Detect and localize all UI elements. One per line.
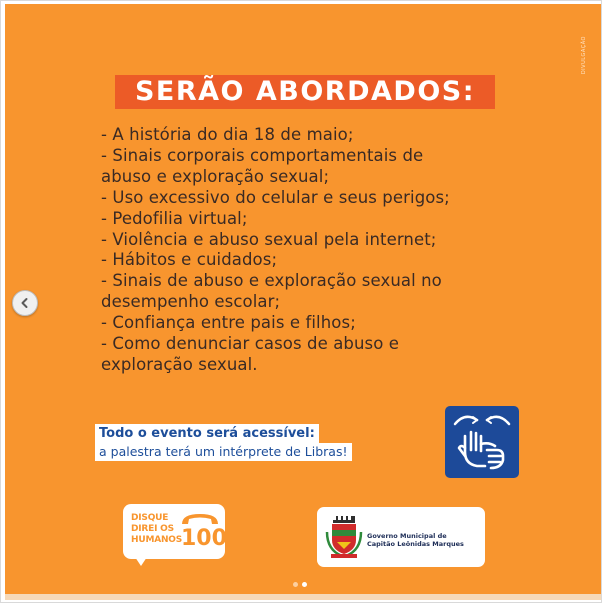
topic-line: - A história do dia 18 de maio; bbox=[101, 125, 354, 144]
logo-bubble-tail bbox=[133, 554, 149, 566]
heading-banner bbox=[115, 75, 495, 109]
topic-line: - Violência e abuso sexual pela internet; bbox=[101, 229, 437, 249]
topic-line: - Hábitos e cuidados; bbox=[101, 250, 278, 270]
topic-line: - Confiança entre pais e filhos; bbox=[101, 313, 356, 333]
disque-line-2: DIREI OS bbox=[131, 524, 174, 534]
accessibility-title: Todo o evento será acessível: bbox=[95, 424, 319, 443]
government-logo-card bbox=[317, 507, 485, 567]
topic-line: - Sinais de abuso e exploração sexual no bbox=[101, 271, 442, 291]
topic-line: - Sinais corporais comportamentais de bbox=[101, 145, 424, 165]
carousel-dot-1[interactable] bbox=[293, 582, 298, 587]
carousel-dot-2-active[interactable] bbox=[302, 582, 307, 587]
government-line-2: Capitão Leônidas Marques bbox=[367, 540, 464, 548]
disque-number: 100 bbox=[181, 526, 227, 551]
disque-logo-text bbox=[131, 513, 181, 546]
topic-line: abuso e exploração sexual; bbox=[101, 166, 330, 186]
heading-text: SERÃO ABORDADOS: bbox=[134, 76, 476, 107]
accessibility-subtitle: a palestra terá um intérprete de Libras! bbox=[95, 443, 352, 461]
topic-line: - Pedofilia virtual; bbox=[101, 208, 248, 228]
chevron-left-icon bbox=[19, 297, 31, 309]
sign-language-icon bbox=[445, 406, 519, 478]
bottom-stripe bbox=[5, 594, 601, 600]
government-name bbox=[367, 532, 483, 548]
topic-line: desempenho escolar; bbox=[101, 292, 281, 312]
carousel-prev-button[interactable] bbox=[12, 290, 38, 316]
municipal-crest-icon bbox=[325, 514, 363, 560]
topic-line: - Como denunciar casos de abuso e bbox=[101, 334, 400, 354]
side-credit: DIVULGAÇÃO bbox=[581, 36, 587, 75]
topic-line: exploração sexual. bbox=[101, 354, 258, 374]
topics-list bbox=[101, 125, 521, 376]
carousel-slide bbox=[5, 4, 601, 600]
disque-direitos-humanos-logo bbox=[123, 504, 229, 568]
topic-line: - Uso excessivo do celular e seus perigos; bbox=[101, 187, 450, 207]
government-line-1: Governo Municipal de bbox=[367, 532, 447, 540]
carousel-indicator bbox=[293, 582, 313, 588]
disque-line-3: HUMANOS bbox=[131, 535, 183, 545]
disque-line-1: DISQUE bbox=[131, 513, 169, 523]
